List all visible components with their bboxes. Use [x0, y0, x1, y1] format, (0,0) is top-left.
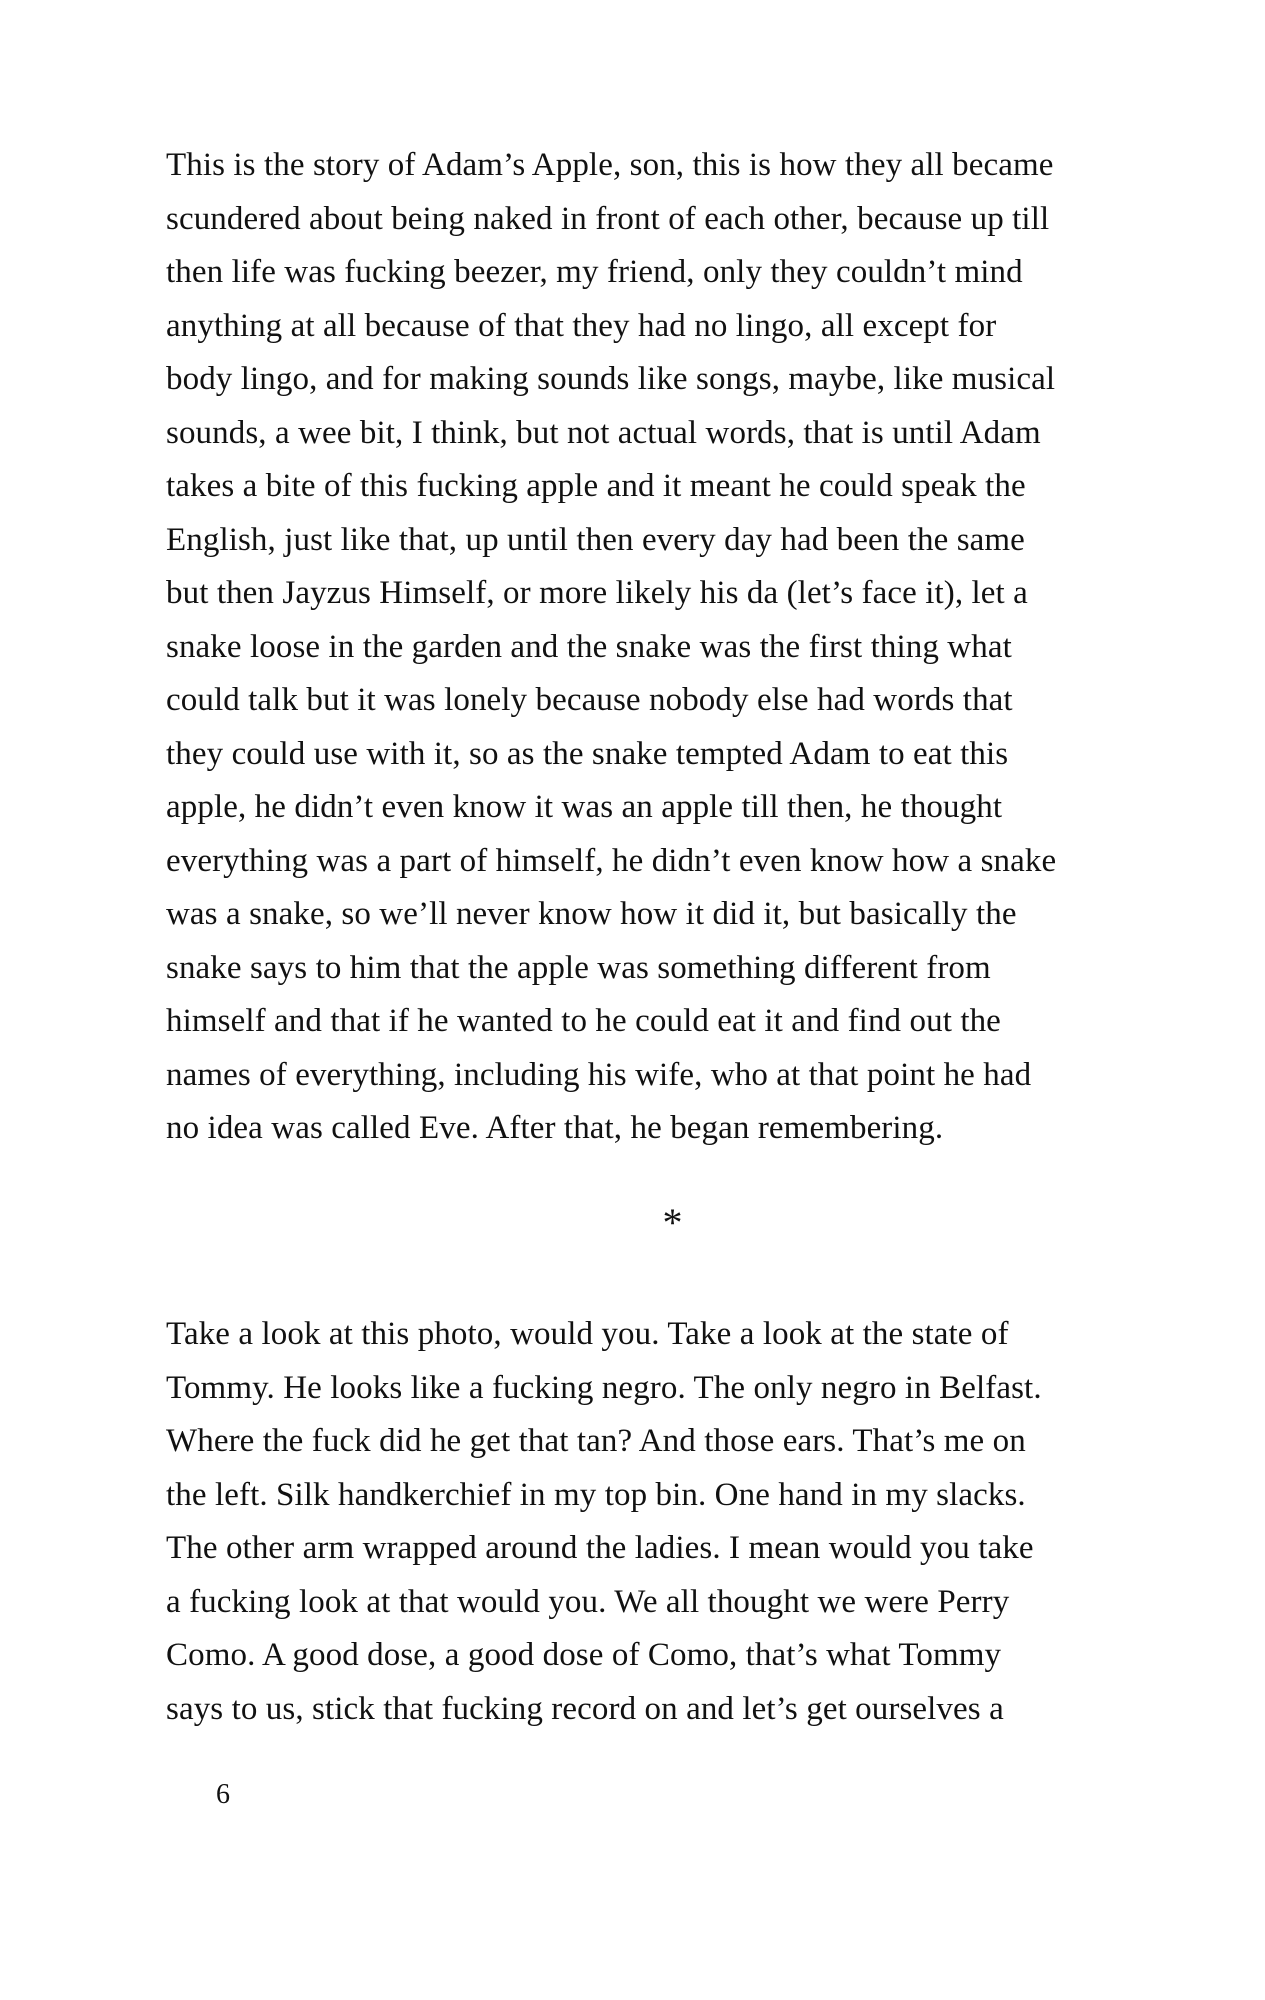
- text-line: Where the fuck did he get that tan? And those ears. That’s me on: [166, 1423, 1026, 1459]
- scene-break-asterisk: *: [662, 1200, 683, 1245]
- text-line: they could use with it, so as the snake tempted Adam to eat this: [166, 735, 1009, 772]
- text-line: scundered about being naked in front of each other, because up till: [166, 200, 1050, 237]
- text-line: no idea was called Eve. After that, he began remembering.: [166, 1110, 944, 1146]
- paragraph-adams-apple: [166, 139, 1206, 1156]
- text-line: then life was fucking beezer, my friend, only they couldn’t mind: [166, 254, 1023, 290]
- text-line: Take a look at this photo, would you. Take a look at the state of: [166, 1316, 1009, 1352]
- text-line: takes a bite of this fucking apple and it meant he could speak the: [166, 468, 1026, 504]
- text-line: could talk but it was lonely because nobody else had words that: [166, 682, 1013, 718]
- text-line: English, just like that, up until then every day had been the same: [166, 521, 1025, 558]
- text-line: but then Jayzus Himself, or more likely his da (let’s face it), let a: [166, 575, 1028, 611]
- text-line: body lingo, and for making sounds like songs, maybe, like musical: [166, 361, 1056, 397]
- text-line: snake loose in the garden and the snake was the first thing what: [166, 628, 1012, 665]
- text-line: The other arm wrapped around the ladies. I mean would you take: [166, 1530, 1034, 1566]
- paragraph-photo: [166, 1308, 1206, 1736]
- text-line: Tommy. He looks like a fucking negro. The only negro in Belfast.: [166, 1369, 1042, 1406]
- scene-break: [0, 1198, 1265, 1248]
- page-number: 6: [216, 1779, 230, 1810]
- text-line: snake says to him that the apple was something different from: [166, 949, 991, 986]
- text-line: says to us, stick that fucking record on and let’s get ourselves a: [166, 1690, 1004, 1727]
- text-line: himself and that if he wanted to he could eat it and find out the: [166, 1003, 1001, 1039]
- text-line: the left. Silk handkerchief in my top bin. One hand in my slacks.: [166, 1476, 1026, 1513]
- text-line: apple, he didn’t even know it was an apple till then, he thought: [166, 789, 1003, 825]
- text-line: This is the story of Adam’s Apple, son, this is how they all became: [166, 147, 1054, 183]
- text-line: names of everything, including his wife, who at that point he had: [166, 1056, 1032, 1093]
- text-line: everything was a part of himself, he didn’t even know how a snake: [166, 842, 1057, 879]
- text-line: Como. A good dose, a good dose of Como, that’s what Tommy: [166, 1637, 1002, 1673]
- text-line: a fucking look at that would you. We all thought we were Perry: [166, 1583, 1010, 1620]
- text-line: sounds, a wee bit, I think, but not actual words, that is until Adam: [166, 414, 1041, 451]
- text-line: anything at all because of that they had no lingo, all except for: [166, 307, 997, 344]
- text-line: was a snake, so we’ll never know how it did it, but basically the: [166, 896, 1017, 932]
